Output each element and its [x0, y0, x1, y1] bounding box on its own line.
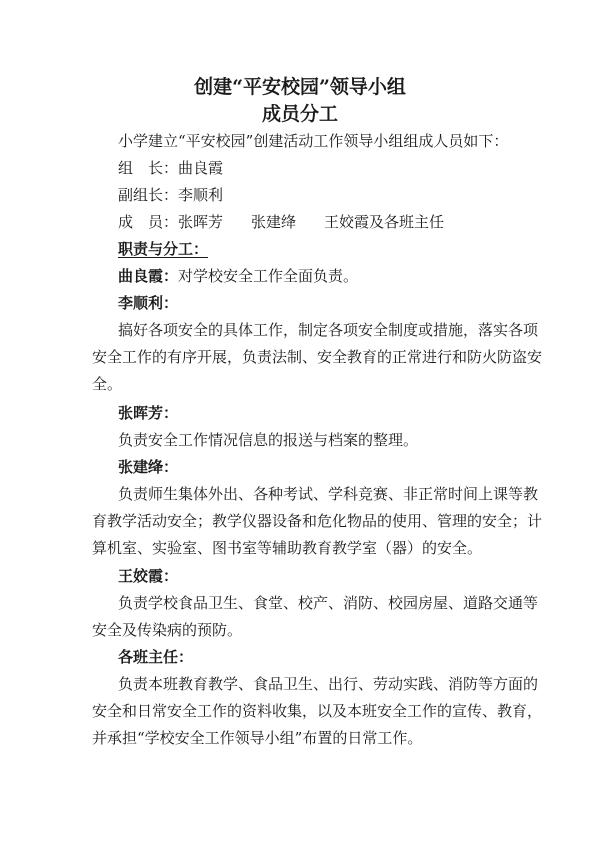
- duty-li-text-line: 全。: [92, 375, 123, 393]
- member-name: 张晖芳: [178, 213, 224, 231]
- duty-li-text-line: 安全工作的有序开展，负责法制、安全教育的正常进行和防火防盗安: [92, 348, 543, 366]
- leader-name: 曲良霞: [178, 159, 224, 177]
- member-name: 张建绛: [251, 213, 297, 231]
- member-name: 王姣霞及各班主任: [324, 213, 445, 231]
- duty-bzr-text-line: 并承担“学校安全工作领导小组”布置的日常工作。: [92, 729, 423, 747]
- duty-zjj-text-line: 负责师生集体外出、各种考试、学科竞赛、非正常时间上课等教: [118, 485, 539, 503]
- leader-label: 组 长：: [118, 159, 179, 177]
- duty-wjx-text-line: 安全及传染病的预防。: [92, 621, 243, 639]
- duty-qu-text: 对学校安全工作全面负责。: [178, 267, 359, 285]
- duty-zjj-text-line: 育教学活动安全；教学仪器设备和危化物品的使用、管理的安全；计: [92, 512, 543, 530]
- duty-bzr-text-line: 负责本班教育教学、食品卫生、出行、劳动实践、消防等方面的: [118, 675, 539, 693]
- duty-li-name: 李顺利：: [118, 294, 179, 312]
- duty-zhf-text-line: 负责安全工作情况信息的报送与档案的整理。: [118, 431, 419, 449]
- vice-leader-row: [118, 185, 223, 205]
- duty-qu-row: [118, 266, 358, 286]
- intro-text: 小学建立“平安校园”创建活动工作领导小组组成人员如下：: [118, 132, 509, 150]
- leader-row: [118, 158, 223, 178]
- duties-heading: 职责与分工：: [118, 240, 209, 258]
- duty-wjx-text-line: 负责学校食品卫生、食堂、校产、消防、校园房屋、道路交通等: [118, 594, 539, 612]
- duty-qu-name: 曲良霞：: [118, 267, 179, 285]
- duty-zjj-text-line: 算机室、实验室、图书室等辅助教育教学室（器）的安全。: [92, 539, 483, 557]
- duty-zhf-name: 张晖芳：: [118, 404, 179, 422]
- duty-bzr-name: 各班主任：: [118, 648, 194, 666]
- members-row: [118, 212, 444, 232]
- vice-leader-name: 李顺利: [178, 186, 224, 204]
- document-title: 创建“平安校园”领导小组: [194, 76, 406, 98]
- vice-leader-label: 副组长：: [118, 186, 179, 204]
- duty-wjx-name: 王姣霞：: [118, 567, 179, 585]
- document-subtitle: 成员分工: [261, 103, 338, 125]
- members-label: 成 员：: [118, 213, 179, 231]
- duty-li-text-line: 搞好各项安全的具体工作，制定各项安全制度或措施，落实各项: [118, 321, 539, 339]
- duty-zjj-name: 张建绛：: [118, 458, 179, 476]
- duty-bzr-text-line: 安全和日常安全工作的资料收集，以及本班安全工作的宣传、教育，: [92, 702, 543, 720]
